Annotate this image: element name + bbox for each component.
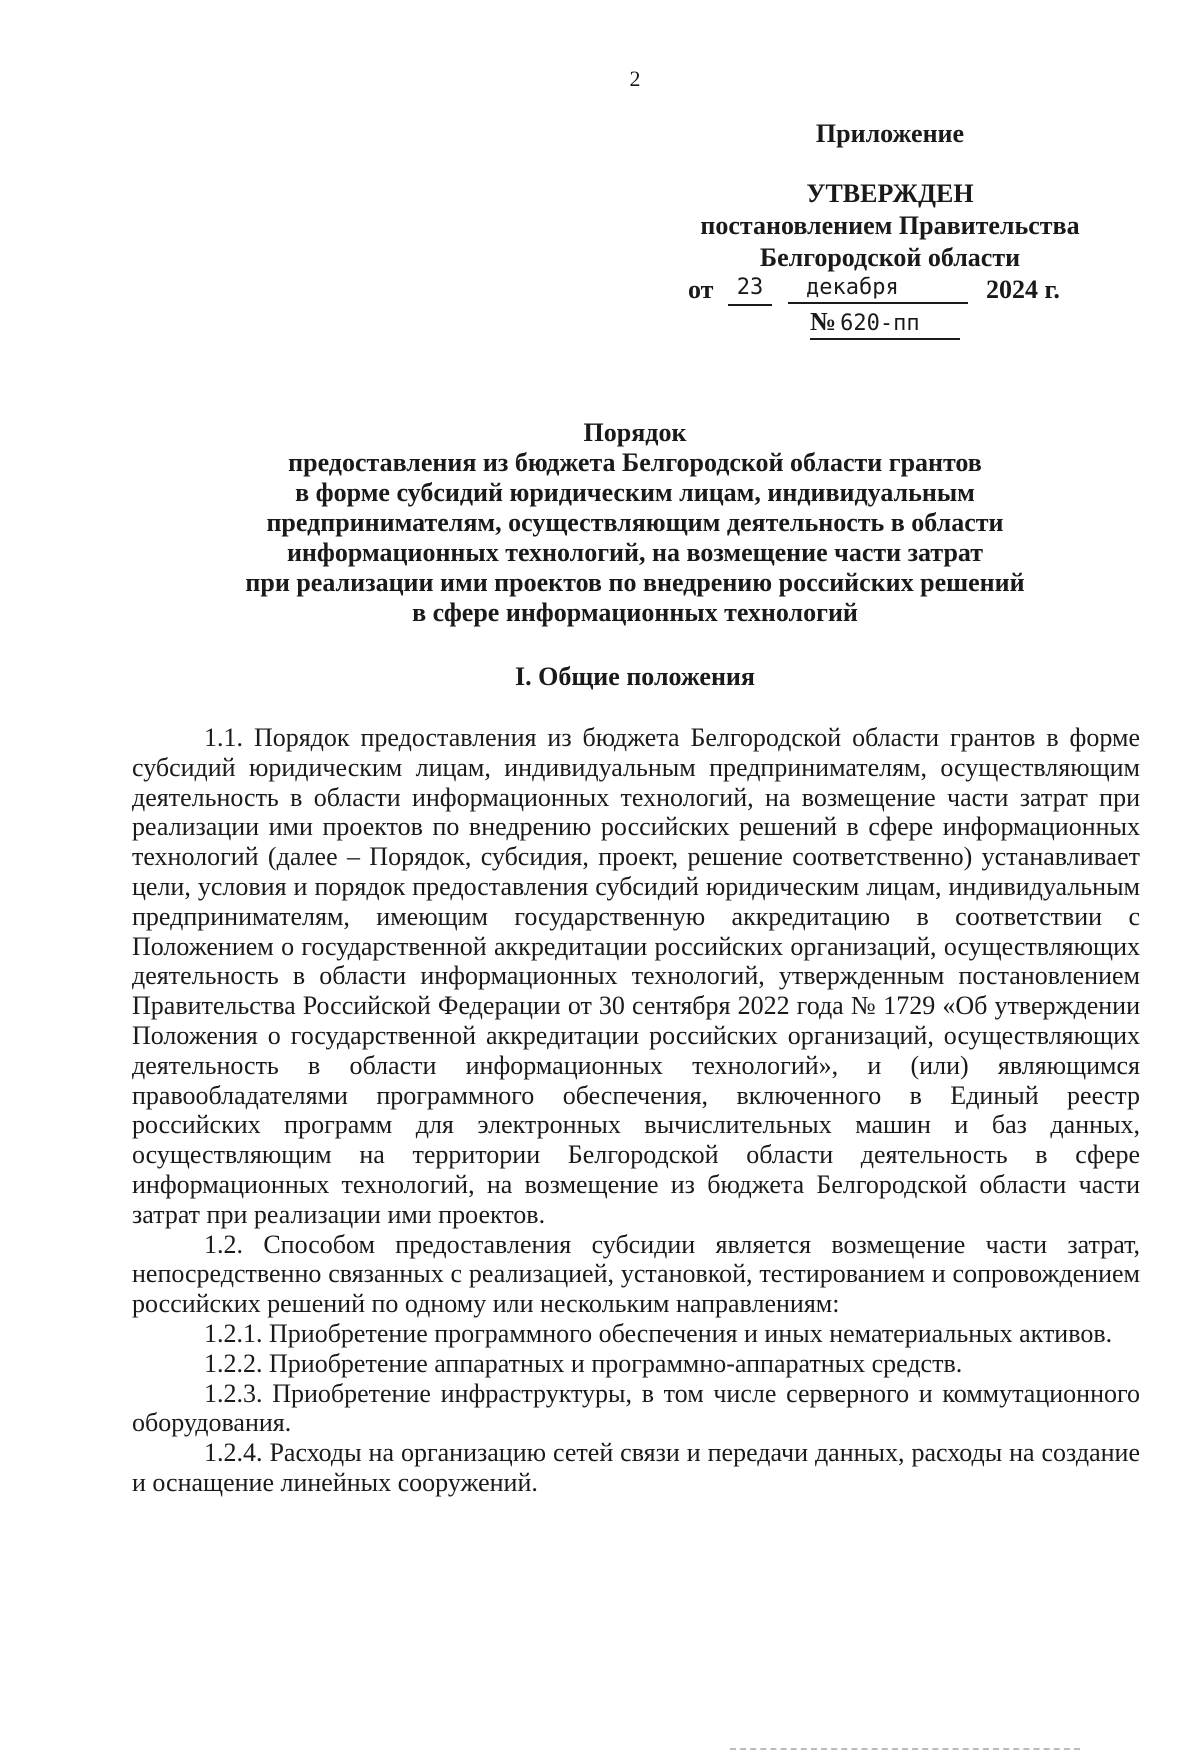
- title-line: при реализации ими проектов по внедрению российских решений: [245, 568, 1025, 597]
- approved-label: УТВЕРЖДЕН: [806, 179, 974, 208]
- document-title: [130, 418, 1140, 628]
- section-heading: I. Общие положения: [515, 662, 755, 691]
- title-line: в форме субсидий юридическим лицам, индивидуальным: [295, 478, 975, 507]
- date-year: 2024 г.: [986, 275, 1060, 304]
- number-sign: №: [810, 307, 837, 336]
- title-line: предпринимателям, осуществляющим деятельность в области: [266, 508, 1004, 537]
- title-line: информационных технологий, на возмещение части затрат: [286, 538, 984, 567]
- paragraph-1-2: 1.2. Способом предоставления субсидии является возмещение части затрат, непосредственно связанных с реализацией, установкой, тестированием и сопровождением российских решений по одному или нескольким направлениям:: [132, 1229, 1140, 1319]
- document-number: 620-пп: [840, 311, 920, 336]
- date-month-field: декабря: [788, 274, 968, 304]
- date-day-field: 23: [728, 274, 772, 306]
- page-number: 2: [629, 66, 641, 91]
- approval-line-2: Белгородской области: [759, 243, 1021, 272]
- paragraph-1-2-4: 1.2.4. Расходы на организацию сетей связи и передачи данных, расходы на создание и оснащение линейных сооружений.: [132, 1438, 1140, 1497]
- paragraph-1-1: 1.1. Порядок предоставления из бюджета Белгородской области грантов в форме субсидий юридическим лицам, индивидуальным предпринимателям, осуществляющим деятельность в области информационных технологий, на возмещение части затрат при реализации ими проектов по внедрению российских решений в сфере информационных технологий (далее – Порядок, субсидия, проект, решение соответственно) устанавливает цели, условия и порядок предоставления субсидий юридическим лицам, индивидуальным предпринимателям, имеющим государственную аккредитацию в соответствии с Положением о государственной аккредитации российских организаций, осуществляющих деятельность в области информационных технологий, утвержденным постановлением Правительства Российской Федерации от 30 сентября 2022 года № 1729 «Об утверждении Положения о государственной аккредитации российских организаций, осуществляющих деятельность в области информационных технологий», и (или) являющимся правообладателями программного обеспечения, включенного в Единый реестр российских программ для электронных вычислительных машин и баз данных, осуществляющим на территории Белгородской области деятельность в сфере информационных технологий, на возмещение из бюджета Белгородской области части затрат при реализации ими проектов.: [132, 723, 1140, 1229]
- paragraph-1-2-1: 1.2.1. Приобретение программного обеспечения и иных нематериальных активов.: [204, 1318, 1113, 1348]
- document-body: [132, 723, 1140, 1498]
- approval-line-1: постановлением Правительства: [700, 211, 1080, 240]
- document-number-field: [810, 308, 960, 340]
- paragraph-1-2-3: 1.2.3. Приобретение инфраструктуры, в том числе серверного и коммутационного оборудования.: [132, 1378, 1140, 1438]
- approval-number-line: [660, 308, 1120, 342]
- annex-label: Приложение: [815, 119, 965, 148]
- scan-artifact-line: [730, 1748, 1080, 1754]
- paragraph-1-2-2: 1.2.2. Приобретение аппаратных и программно-аппаратных средств.: [204, 1348, 963, 1378]
- date-prefix: от: [688, 275, 714, 304]
- approval-date-line: [660, 274, 1120, 308]
- title-line: в сфере информационных технологий: [412, 598, 858, 627]
- approval-block: [660, 118, 1120, 342]
- title-heading: Порядок: [583, 418, 687, 447]
- title-line: предоставления из бюджета Белгородской области грантов: [288, 448, 982, 477]
